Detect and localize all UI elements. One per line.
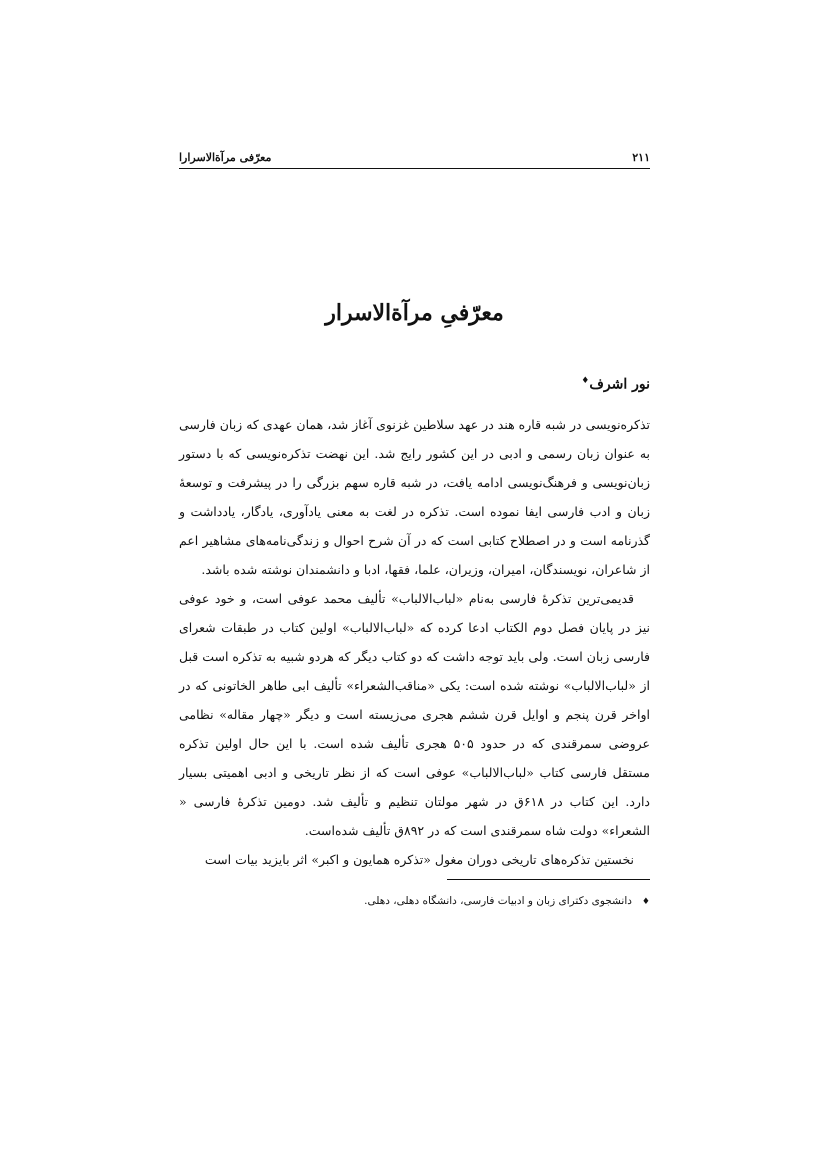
author-name: نور اشرف: [589, 376, 650, 393]
paragraph: قدیمی‌ترین تذکرهٔ فارسی به‌نام «لباب‌الالباب» تألیف محمد عوفی است، و خود عوفی نیز در پایان فصل دوم الکتاب ادعا کرده که «لباب‌الالباب» اولین کتاب در طبقات شعرای فارسی زبان است. ولی باید توجه داشت که دو کتاب دیگر که هردو شبیه به تذکره است قبل از «لباب‌الالباب» نوشته شده است: یکی «مناقب‌الشعراء» تألیف ابی طاهر الخاتونی که در اواخر قرن پنجم و اوایل قرن ششم هجری می‌زیسته است و دیگر «چهار مقاله» نظامی عروضی سمرقندی که در حدود ۵۰۵ هجری تألیف شده است. با این حال اولین تذکره مستقل فارسی کتاب «لباب‌الالباب» عوفی است که از نظر تاریخی و ادبی اهمیتی بسیار دارد. این کتاب در ۶۱۸ق در شهر مولتان تنظیم و تألیف شد. دومین تذکرهٔ فارسی « الشعراء» دولت شاه سمرقندی است که در ۸۹۲ق تألیف شده‌است.: [179, 591, 650, 838]
paragraph: تذکره‌نویسی در شبه قاره هند در عهد سلاطین غزنوی آغاز شد، همان عهدی که زبان فارسی به عنوان زبان رسمی و ادبی در این کشور رایج شد. این نهضت تذکره‌نویسی که با دستور زبان‌نویسی و فرهنگ‌نویسی ادامه یافت، در شبه قاره سهم بزرگی را در پیشرفت و توسعهٔ زبان و ادب فارسی ایفا نموده است. تذکره در لغت به معنی یادآوری، یادگار، یادداشت و گذرنامه است و در اصطلاح کتابی است که در آن شرح احوال و زندگی‌نامه‌های مشاهیر اعم از شاعران، نویسندگان، امیران، وزیران، علما، فقها، ادبا و دانشمندان نوشته شده باشد.: [179, 417, 651, 577]
footnote-rule: [447, 879, 650, 880]
author-footnote-mark: ♦: [581, 376, 590, 386]
running-title: معرّفی مرآةالاسرارا: [179, 150, 272, 164]
footnote-text: دانشجوی دکترای زبان و ادبیات فارسی، دانشگاه دهلی، دهلی.: [364, 895, 632, 907]
running-header: [179, 146, 650, 168]
footnote: [179, 892, 650, 911]
header-rule: [179, 168, 650, 169]
article-title: معرّفیِ مرآةالاسرار: [325, 300, 504, 326]
article-body: [179, 410, 650, 874]
paragraph: نخستین تذکره‌های تاریخی دوران مغول «تذکره همایون و اکبر» اثر بایزید بیات است: [204, 852, 634, 867]
author-line: [581, 376, 650, 393]
page-number: ۲۱۱: [632, 150, 650, 164]
footnote-mark: ♦: [641, 897, 650, 907]
